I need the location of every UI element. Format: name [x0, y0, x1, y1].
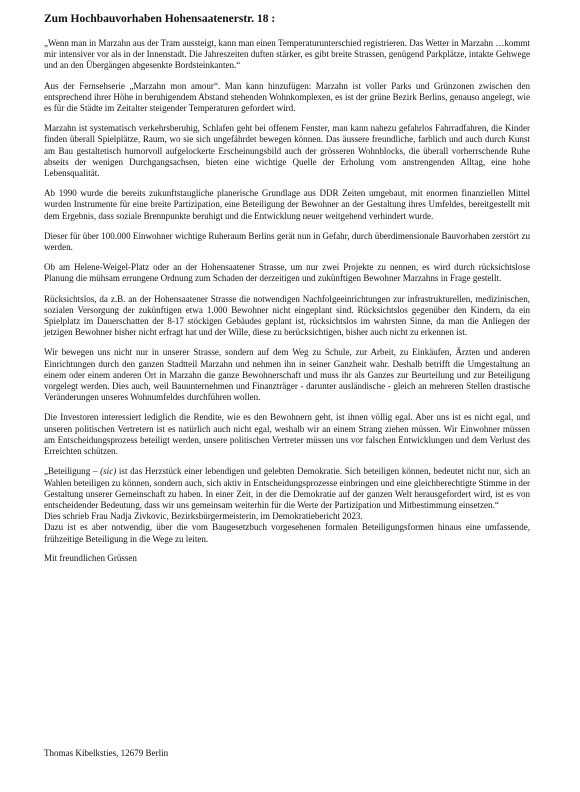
paragraph-7: Rücksichtslos, da z.B. an der Hohensaatener Strasse die notwendigen Nachfolgeeinrichtungen zur infrastrukturellen, medizinischen, sozialen Versorgung der zukünftigen etwa 1.000 Bewohner nicht eingeplant sind. Rücksichtslos gegenüber den Kindern, da ein Spielplatz im Dauerschatten der 8-17 stöckigen Gebäudes geplant ist, rücksichtslos im wahrsten Sinne, da man die Anliegen der jetzigen Bewohner bisher nicht erfragt hat und der Wille, diese zu berücksichtigen, bisher auch nicht zu erkennen ist. [44, 293, 530, 338]
quote-text: „Beteiligung – (sic) ist das Herzstück einer lebendigen und gelebten Demokratie. Sich beteiligen können, bedeutet nicht nur, sich an Wahlen beteiligen zu können, sondern auch, sich aktiv in Entscheidungsprozesse einbringen und eine gleichberechtigte Stimme in der Gestaltung unserer Gemeinschaft zu haben. In einer Zeit, in der die Demokratie auf der ganzen Welt herausgefordert wird, ist es von entscheidender Bedeutung, dass wir uns gemeinsam weiterhin für die Werte der Partizipation und Mitbestimmung einsetzen.“ [44, 466, 530, 510]
letter-page [44, 12, 530, 564]
paragraph-9: Die Investoren interessiert lediglich die Rendite, wie es den Bewohnern geht, ist ihnen völlig egal. Aber uns ist es nicht egal, und unseren politischen Vertretern ist es natürlich auch nicht egal, weshalb wir an einem Strang ziehen müssen. Wir Einwohner müssen am Entscheidungsprozess beteiligt werden, unsere politischen Vertreter müssen uns vor falschen Entwicklungen und dem Verlust des Erreichten schützen. [44, 412, 530, 457]
quote-attribution: Dies schrieb Frau Nadja Zivkovic, Bezirksbürgermeisterin, im Demokratiebericht 2023. [44, 511, 363, 522]
quote-block [44, 466, 530, 544]
signature-line: Thomas Kibelksties, 12679 Berlin [44, 748, 169, 758]
paragraph-5: Dieser für über 100.000 Einwohner wichtige Ruheraum Berlins gerät nun in Gefahr, durch überdimensionale Bauvorhaben zerstört zu werden. [44, 230, 530, 253]
paragraph-4: Ab 1990 wurde die bereits zukunftstaugliche planerische Grundlage aus DDR Zeiten umgebaut, mit enormen finanziellen Mittel wurden Instrumente für eine breite Partizipation, eine Beteiligung der Bewohner an der Gestaltung ihres Umfeldes, bereitgestellt mit dem Ergebnis, dass soziale Brennpunkte beruhigt und die Entwicklung neuer weitgehend verhindert wurde. [44, 188, 530, 221]
paragraph-6: Ob am Helene-Weigel-Platz oder an der Hohensaatener Strasse, um nur zwei Projekte zu nennen, es wird durch rücksichtslose Planung die mühsam errungene Ordnung zum Schaden der derzeitigen und zukünftigen Bewohner Marzahns in Frage gestellt. [44, 262, 530, 284]
sic-marker: (sic) [100, 466, 117, 477]
letter-title: Zum Hochbauvorhaben Hohensaatenerstr. 18 : [44, 13, 276, 25]
paragraph-3: Marzahn ist systematisch verkehrsberuhig, Schlafen geht bei offenem Fenster, man kann nahezu gefahrlos Fahrradfahren, die Kinder finden überall Spielplätze, Raum, wo sie sich ungefährdet bewegen können. Das äussere freundliche, farblich und auch durch Kunst am Bau gestaltetisch humorvoll aufgelockerte Erscheinungsbild auch der grösseren Wohnblocks, die überall vorherrschende Ruhe abseits der wenigen Durchgangsachsen, bieten eine wichtige Quelle der Erholung vom anstrengenden Alltag, eine hohe Lebensqualität. [44, 123, 530, 179]
paragraph-1: „Wenn man in Marzahn aus der Tram aussteigt, kann man einen Temperaturunterschied registrieren. Das Wetter in Marzahn …kommt mir intensiver vor als in der Innenstadt. Die Jahreszeiten duften stärker, es gibt breite Strassen, genügend Parkplätze, intakte Gehwege und an den Übergängen abgesenkte Bordsteinkanten.“ [44, 38, 530, 71]
paragraph-8: Wir bewegen uns nicht nur in unserer Strasse, sondern auf dem Weg zu Schule, zur Arbeit, zu Einkäufen, Ärzten und anderen Einrichtungen durch den ganzen Stadtteil Marzahn und nehmen ihn in seiner Ganzheit wahr. Deshalb betrifft die Umgestaltung an einem oder einem anderen Ort in Marzahn die ganze Bewohnerschaft und muss ihr als Ganzes zur Beurteilung und zur Beteiligung vorgelegt werden. Dies auch, weil Bauunternehmen und Finanzträger - darunter ausländische - gleich an mehreren Stellen drastische Veränderungen unseres Wohnumfeldes durchführen wollen. [44, 347, 530, 403]
quote-followup: Dazu ist es aber notwendig, über die vom Baugesetzbuch vorgesehenen formalen Beteiligungsformen hinaus eine umfassende, frühzeitige Beteiligung in die Wege zu leiten. [44, 522, 530, 544]
paragraph-2: Aus der Fernsehserie „Marzahn mon amour“. Man kann hinzufügen: Marzahn ist voller Parks und Grünzonen zwischen den entsprechend ihrer Höhe in beruhigendem Abstand stehenden Wohnkomplexen, es ist der grüne Bezirk Berlins, genauso angelegt, wie es für die Städte im Zeitalter steigender Temperaturen gefordert wird. [44, 80, 530, 114]
closing-greeting: Mit freundlichen Grüssen [44, 552, 137, 563]
